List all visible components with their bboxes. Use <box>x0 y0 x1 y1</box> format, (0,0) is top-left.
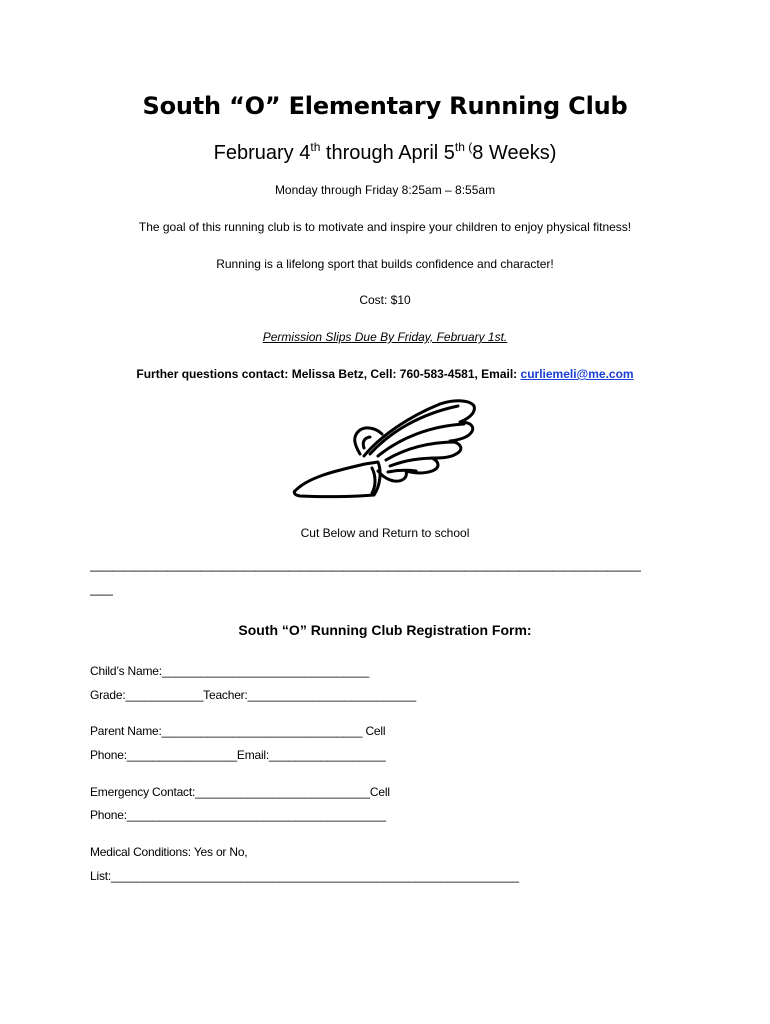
contact-text: Further questions contact: Melissa Betz, Cell: 760-583-4581, Email: <box>136 367 521 381</box>
parent-name-field: Parent Name:_______________________________ Cell <box>90 724 386 738</box>
medical-conditions-field: Medical Conditions: Yes or No, <box>90 845 248 859</box>
medical-list-field: List:_______________________________________________________________ <box>90 869 519 883</box>
childs-name-field: Child’s Name:________________________________ <box>90 664 370 678</box>
page-title: South “O” Elementary Running Club <box>142 92 628 120</box>
club-goal: The goal of this running club is to motivate and inspire your children to enjoy physical fitness! <box>138 220 632 234</box>
emergency-contact-field: Emergency Contact:___________________________Cell <box>90 785 390 799</box>
dates-part-2: through April 5 <box>320 142 455 164</box>
cut-line: —————————————————————————————————————————————————— <box>90 563 640 577</box>
grade-teacher-field: Grade:____________Teacher:__________________________ <box>90 688 416 702</box>
cut-line-continuation: —— <box>90 587 112 601</box>
dates-sup-1: th <box>310 140 321 154</box>
lifelong-statement: Running is a lifelong sport that builds confidence and character! <box>216 257 554 271</box>
dates-sup-2: th ( <box>454 140 473 154</box>
contact-email-link[interactable]: curliemeli@me.com <box>520 367 634 381</box>
emergency-phone-field: Phone:________________________________________ <box>90 808 386 822</box>
cut-instruction: Cut Below and Return to school <box>300 526 470 540</box>
club-cost: Cost: $10 <box>359 293 411 307</box>
club-dates <box>0 140 770 165</box>
dates-part-1: February 4 <box>213 142 311 164</box>
contact-info <box>0 367 770 381</box>
winged-foot-icon <box>290 396 480 502</box>
club-hours: Monday through Friday 8:25am – 8:55am <box>274 183 496 197</box>
dates-part-3: 8 Weeks) <box>472 142 557 164</box>
phone-email-field: Phone:_________________Email:__________________ <box>90 748 386 762</box>
permission-deadline: Permission Slips Due By Friday, February 1st. <box>262 330 508 344</box>
registration-form-title: South “O” Running Club Registration Form: <box>238 622 532 638</box>
